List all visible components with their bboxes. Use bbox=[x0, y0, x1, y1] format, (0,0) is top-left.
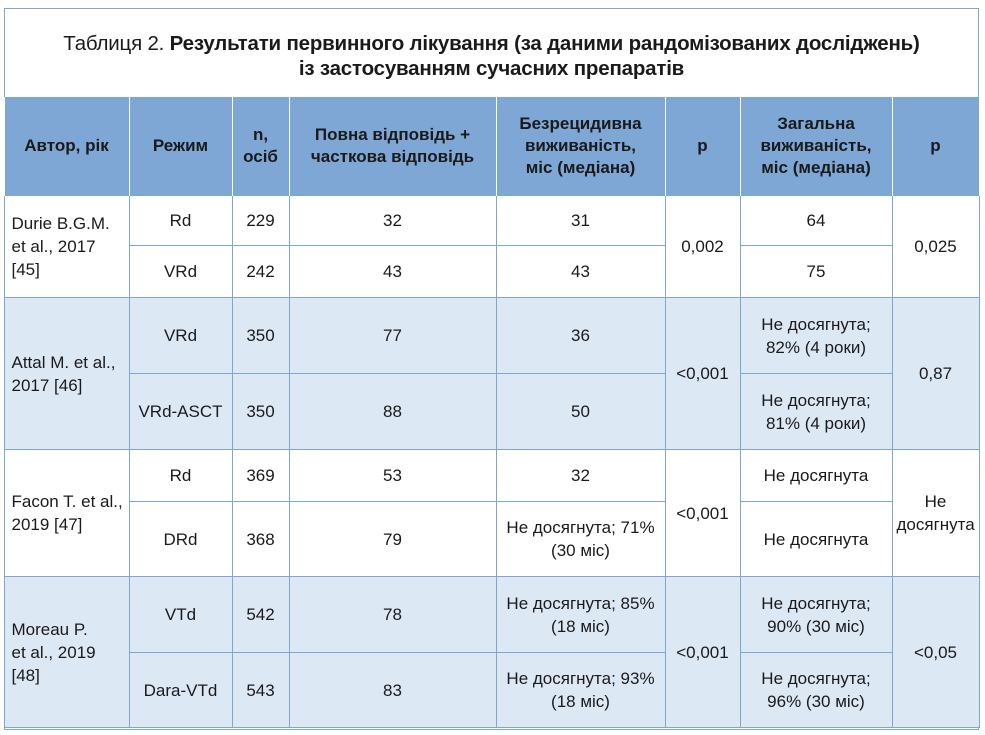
response-cell: 43 bbox=[289, 246, 496, 298]
p-pfs-cell: <0,001 bbox=[665, 298, 740, 450]
response-cell: 83 bbox=[289, 653, 496, 728]
title-prefix: Таблиця 2. bbox=[63, 32, 165, 55]
header-row bbox=[4, 97, 979, 196]
regimen-cell: VRd bbox=[129, 246, 232, 298]
n-cell: 542 bbox=[232, 577, 289, 653]
pfs-cell: Не досягнута; 93% (18 міс) bbox=[496, 653, 665, 728]
table-row bbox=[4, 450, 979, 502]
table-row bbox=[4, 577, 979, 653]
n-cell: 350 bbox=[232, 298, 289, 374]
p-pfs-cell: <0,001 bbox=[665, 577, 740, 728]
header-response: Повна відповідь + часткова відповідь bbox=[289, 97, 496, 196]
author-cell: Attal M. et al., 2017 [46] bbox=[4, 298, 129, 450]
table-row bbox=[4, 502, 979, 577]
os-cell: Не досягнута; 90% (30 міс) bbox=[740, 577, 892, 653]
p-os-cell: 0,025 bbox=[892, 196, 979, 298]
p-os-cell: 0,87 bbox=[892, 298, 979, 450]
pfs-cell: Не досягнута; 71% (30 міс) bbox=[496, 502, 665, 577]
pfs-cell: 50 bbox=[496, 374, 665, 450]
table-row bbox=[4, 246, 979, 298]
p-os-cell: <0,05 bbox=[892, 577, 979, 728]
os-cell: Не досягнута bbox=[740, 450, 892, 502]
response-cell: 53 bbox=[289, 450, 496, 502]
os-cell: Не досягнута; 82% (4 роки) bbox=[740, 298, 892, 374]
header-author: Автор, рік bbox=[4, 97, 129, 196]
regimen-cell: VRd bbox=[129, 298, 232, 374]
os-cell: Не досягнута; 81% (4 роки) bbox=[740, 374, 892, 450]
p-os-cell: Не досягнута bbox=[892, 450, 979, 577]
os-cell: 64 bbox=[740, 196, 892, 246]
response-cell: 77 bbox=[289, 298, 496, 374]
regimen-cell: Rd bbox=[129, 450, 232, 502]
regimen-cell: DRd bbox=[129, 502, 232, 577]
response-cell: 78 bbox=[289, 577, 496, 653]
author-cell: Facon T. et al., 2019 [47] bbox=[4, 450, 129, 577]
header-pfs: Безрецидивна виживаність, міс (медіана) bbox=[496, 97, 665, 196]
regimen-cell: VTd bbox=[129, 577, 232, 653]
table-row bbox=[4, 196, 979, 246]
header-regimen: Режим bbox=[129, 97, 232, 196]
header-p-os: p bbox=[892, 97, 979, 196]
results-table bbox=[4, 97, 980, 728]
table-title bbox=[5, 9, 978, 97]
pfs-cell: 43 bbox=[496, 246, 665, 298]
n-cell: 369 bbox=[232, 450, 289, 502]
response-cell: 32 bbox=[289, 196, 496, 246]
os-cell: 75 bbox=[740, 246, 892, 298]
pfs-cell: 32 bbox=[496, 450, 665, 502]
author-cell: Durie B.G.M. et al., 2017 [45] bbox=[4, 196, 129, 298]
table-row bbox=[4, 298, 979, 374]
n-cell: 242 bbox=[232, 246, 289, 298]
response-cell: 79 bbox=[289, 502, 496, 577]
author-cell: Moreau P. et al., 2019 [48] bbox=[4, 577, 129, 728]
os-cell: Не досягнута bbox=[740, 502, 892, 577]
regimen-cell: VRd-ASCT bbox=[129, 374, 232, 450]
regimen-cell: Dara-VTd bbox=[129, 653, 232, 728]
table-row bbox=[4, 374, 979, 450]
title-bold-line2: із застосуванням сучасних препаратів bbox=[298, 57, 685, 80]
header-n: n, осіб bbox=[232, 97, 289, 196]
n-cell: 543 bbox=[232, 653, 289, 728]
pfs-cell: 36 bbox=[496, 298, 665, 374]
response-cell: 88 bbox=[289, 374, 496, 450]
title-bold-line1: Результати первинного лікування (за даними рандомізованих досліджень) bbox=[169, 32, 920, 55]
p-pfs-cell: <0,001 bbox=[665, 450, 740, 577]
regimen-cell: Rd bbox=[129, 196, 232, 246]
p-pfs-cell: 0,002 bbox=[665, 196, 740, 298]
pfs-cell: Не досягнута; 85% (18 міс) bbox=[496, 577, 665, 653]
header-p-pfs: p bbox=[665, 97, 740, 196]
n-cell: 229 bbox=[232, 196, 289, 246]
table-frame bbox=[4, 8, 979, 730]
pfs-cell: 31 bbox=[496, 196, 665, 246]
n-cell: 368 bbox=[232, 502, 289, 577]
header-os: Загальна виживаність, міс (медіана) bbox=[740, 97, 892, 196]
os-cell: Не досягнута; 96% (30 міс) bbox=[740, 653, 892, 728]
table-row bbox=[4, 653, 979, 728]
n-cell: 350 bbox=[232, 374, 289, 450]
